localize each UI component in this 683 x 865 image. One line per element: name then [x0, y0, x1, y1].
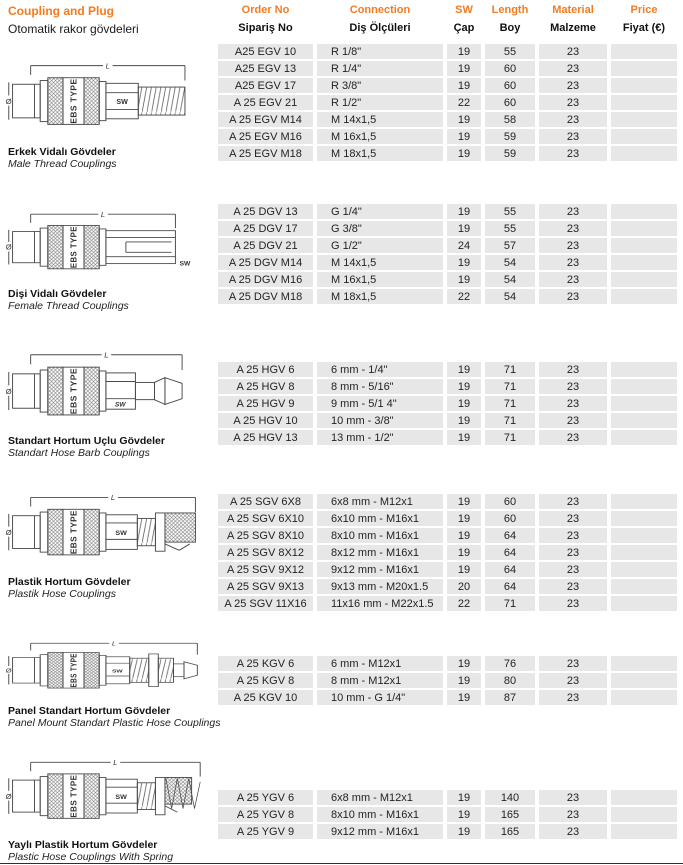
section-caption-en: Female Thread Couplings	[8, 300, 129, 312]
svg-text:L: L	[113, 758, 118, 767]
sw-cell: 20	[447, 579, 481, 594]
section-caption-en: Male Thread Couplings	[8, 158, 117, 170]
connection-cell: 13 mm - 1/2"	[317, 430, 443, 445]
sw-cell: 19	[447, 61, 481, 76]
connection-cell: 6 mm - M12x1	[317, 656, 443, 671]
connection-cell: 6x10 mm - M16x1	[317, 511, 443, 526]
column-header-tr: Sipariş No	[238, 22, 293, 34]
length-cell: 165	[485, 824, 535, 839]
column-header-tr: Malzeme	[550, 22, 596, 34]
price-cell	[611, 95, 677, 110]
order-no-cell: A 25 KGV 10	[218, 690, 313, 705]
material-cell: 23	[539, 413, 607, 428]
price-cell	[611, 129, 677, 144]
material-cell: 23	[539, 112, 607, 127]
price-cell	[611, 413, 677, 428]
sw-cell: 24	[447, 238, 481, 253]
length-cell: 71	[485, 596, 535, 611]
svg-text:Ø: Ø	[5, 386, 12, 396]
material-cell: 23	[539, 221, 607, 236]
price-cell	[611, 790, 677, 805]
length-cell: 71	[485, 430, 535, 445]
price-cell	[611, 596, 677, 611]
sw-cell: 19	[447, 221, 481, 236]
sw-cell: 19	[447, 511, 481, 526]
order-no-cell: A 25 SGV 6X8	[218, 494, 313, 509]
length-cell: 64	[485, 562, 535, 577]
column-header-en: Price	[630, 4, 658, 16]
material-cell: 23	[539, 44, 607, 59]
svg-text:EBS TYPE: EBS TYPE	[69, 226, 79, 269]
svg-text:L: L	[105, 61, 110, 71]
order-no-cell: A 25 EGV M18	[218, 146, 313, 161]
price-cell	[611, 112, 677, 127]
connection-cell: M 16x1,5	[317, 129, 443, 144]
svg-text:EBS TYPE: EBS TYPE	[68, 367, 79, 415]
price-cell	[611, 255, 677, 270]
length-cell: 64	[485, 545, 535, 560]
section-caption-tr: Erkek Vidalı Gövdeler	[8, 146, 116, 158]
length-cell: 60	[485, 78, 535, 93]
plastic-hose-coupling-figure	[4, 492, 204, 579]
connection-cell: M 14x1,5	[317, 112, 443, 127]
length-cell: 59	[485, 129, 535, 144]
length-cell: 71	[485, 396, 535, 411]
order-no-cell: A 25 HGV 10	[218, 413, 313, 428]
sw-cell: 19	[447, 112, 481, 127]
material-cell: 23	[539, 78, 607, 93]
order-no-cell: A 25 SGV 9X12	[218, 562, 313, 577]
material-cell: 23	[539, 579, 607, 594]
section-table	[218, 44, 677, 161]
sw-cell: 19	[447, 690, 481, 705]
length-cell: 76	[485, 656, 535, 671]
section-table	[218, 362, 677, 445]
order-no-cell: A 25 HGV 6	[218, 362, 313, 377]
length-cell: 55	[485, 44, 535, 59]
section-caption-en: Panel Mount Standart Plastic Hose Couplings	[8, 717, 221, 729]
connection-cell: 8x10 mm - M16x1	[317, 528, 443, 543]
price-cell	[611, 61, 677, 76]
length-cell: 57	[485, 238, 535, 253]
price-cell	[611, 807, 677, 822]
svg-text:Ø: Ø	[5, 243, 12, 252]
order-no-cell: A 25 EGV M16	[218, 129, 313, 144]
sw-cell: 19	[447, 545, 481, 560]
column-header-tr: Diş Ölçüleri	[349, 22, 411, 34]
length-cell: 58	[485, 112, 535, 127]
connection-cell: G 1/2"	[317, 238, 443, 253]
length-cell: 80	[485, 673, 535, 688]
order-no-cell: A 25 DGV M14	[218, 255, 313, 270]
column-header-tr: Çap	[453, 22, 475, 34]
sw-cell: 19	[447, 413, 481, 428]
column-header-en: SW	[455, 4, 473, 16]
column-header-tr: Boy	[499, 22, 521, 34]
order-no-cell: A25 EGV 10	[218, 44, 313, 59]
material-cell: 23	[539, 61, 607, 76]
svg-text:SW: SW	[115, 793, 127, 801]
connection-cell: M 16x1,5	[317, 272, 443, 287]
panel-mount-coupling-drawing	[4, 639, 204, 703]
page-subtitle: Otomatik rakor gövdeleri	[8, 22, 139, 36]
material-cell: 23	[539, 272, 607, 287]
column-header-en: Connection	[349, 4, 411, 16]
material-cell: 23	[539, 95, 607, 110]
svg-text:EBS TYPE: EBS TYPE	[68, 774, 79, 818]
order-no-cell: A 25 DGV M16	[218, 272, 313, 287]
material-cell: 23	[539, 596, 607, 611]
length-cell: 71	[485, 413, 535, 428]
connection-cell: 8x10 mm - M16x1	[317, 807, 443, 822]
order-no-cell: A 25 DGV M18	[218, 289, 313, 304]
material-cell: 23	[539, 255, 607, 270]
connection-cell: 6x8 mm - M12x1	[317, 790, 443, 805]
price-cell	[611, 673, 677, 688]
material-cell: 23	[539, 511, 607, 526]
price-cell	[611, 221, 677, 236]
svg-text:SW: SW	[111, 669, 123, 675]
length-cell: 59	[485, 146, 535, 161]
svg-text:L: L	[110, 493, 116, 503]
svg-text:EBS TYPE: EBS TYPE	[68, 653, 79, 688]
sw-cell: 19	[447, 379, 481, 394]
sw-cell: 19	[447, 656, 481, 671]
material-cell: 23	[539, 204, 607, 219]
svg-text:EBS TYPE: EBS TYPE	[68, 510, 79, 555]
material-cell: 23	[539, 824, 607, 839]
order-no-cell: A25 EGV 17	[218, 78, 313, 93]
page-title: Coupling and Plug	[8, 4, 114, 18]
sw-cell: 19	[447, 807, 481, 822]
length-cell: 165	[485, 807, 535, 822]
length-cell: 54	[485, 272, 535, 287]
hose-barb-coupling-drawing	[4, 349, 204, 435]
order-no-cell: A 25 HGV 9	[218, 396, 313, 411]
order-no-cell: A 25 YGV 8	[218, 807, 313, 822]
connection-cell: R 1/4"	[317, 61, 443, 76]
connection-cell: M 18x1,5	[317, 146, 443, 161]
svg-text:Ø: Ø	[5, 668, 12, 675]
length-cell: 60	[485, 494, 535, 509]
connection-cell: 6 mm - 1/4"	[317, 362, 443, 377]
male-thread-coupling-figure	[4, 60, 204, 149]
price-cell	[611, 289, 677, 304]
order-no-cell: A 25 HGV 13	[218, 430, 313, 445]
price-cell	[611, 656, 677, 671]
section-table	[218, 494, 677, 611]
sw-cell: 19	[447, 272, 481, 287]
order-no-cell: A 25 EGV 21	[218, 95, 313, 110]
material-cell: 23	[539, 790, 607, 805]
price-cell	[611, 379, 677, 394]
sw-cell: 19	[447, 528, 481, 543]
svg-text:Ø: Ø	[5, 792, 12, 801]
sw-cell: 19	[447, 362, 481, 377]
sw-cell: 19	[447, 430, 481, 445]
order-no-cell: A 25 SGV 6X10	[218, 511, 313, 526]
sw-cell: 19	[447, 204, 481, 219]
length-cell: 55	[485, 204, 535, 219]
svg-text:L: L	[111, 641, 117, 648]
length-cell: 87	[485, 690, 535, 705]
section-caption-en: Plastik Hose Couplings	[8, 588, 116, 600]
svg-text:SW: SW	[115, 529, 127, 537]
price-cell	[611, 545, 677, 560]
length-cell: 140	[485, 790, 535, 805]
section-table	[218, 204, 677, 304]
sw-cell: 19	[447, 673, 481, 688]
svg-text:L: L	[104, 350, 109, 360]
section-caption-en: Plastic Hose Couplings With Spring	[8, 851, 174, 863]
length-cell: 64	[485, 528, 535, 543]
material-cell: 23	[539, 528, 607, 543]
bottom-divider	[0, 863, 683, 864]
order-no-cell: A 25 EGV M14	[218, 112, 313, 127]
hose-barb-coupling-figure	[4, 349, 204, 440]
section-table	[218, 656, 677, 705]
svg-text:SW: SW	[116, 98, 128, 106]
price-cell	[611, 511, 677, 526]
material-cell: 23	[539, 362, 607, 377]
connection-cell: 10 mm - G 1/4"	[317, 690, 443, 705]
material-cell: 23	[539, 673, 607, 688]
length-cell: 71	[485, 362, 535, 377]
material-cell: 23	[539, 238, 607, 253]
connection-cell: R 1/8"	[317, 44, 443, 59]
connection-cell: 11x16 mm - M22x1.5	[317, 596, 443, 611]
length-cell: 60	[485, 95, 535, 110]
material-cell: 23	[539, 562, 607, 577]
svg-text:Ø: Ø	[5, 96, 12, 106]
section-caption-tr: Yaylı Plastik Hortum Gövdeler	[8, 839, 158, 851]
connection-cell: 9x12 mm - M16x1	[317, 824, 443, 839]
sw-cell: 19	[447, 494, 481, 509]
sw-cell: 19	[447, 790, 481, 805]
plastic-hose-coupling-drawing	[4, 492, 204, 574]
sw-cell: 19	[447, 146, 481, 161]
price-cell	[611, 528, 677, 543]
female-thread-coupling-drawing	[4, 209, 204, 287]
material-cell: 23	[539, 545, 607, 560]
material-cell: 23	[539, 656, 607, 671]
price-cell	[611, 690, 677, 705]
connection-cell: M 14x1,5	[317, 255, 443, 270]
panel-mount-coupling-figure	[4, 639, 204, 708]
sw-cell: 22	[447, 289, 481, 304]
svg-text:Ø: Ø	[5, 527, 12, 537]
material-cell: 23	[539, 807, 607, 822]
column-header-en: Material	[552, 4, 594, 16]
sw-cell: 19	[447, 824, 481, 839]
connection-cell: 8 mm - M12x1	[317, 673, 443, 688]
price-cell	[611, 44, 677, 59]
sw-cell: 19	[447, 255, 481, 270]
connection-cell: 8 mm - 5/16"	[317, 379, 443, 394]
price-cell	[611, 579, 677, 594]
length-cell: 60	[485, 511, 535, 526]
section-caption-en: Standart Hose Barb Couplings	[8, 447, 150, 459]
length-cell: 60	[485, 61, 535, 76]
order-no-cell: A 25 KGV 8	[218, 673, 313, 688]
spring-hose-coupling-figure	[4, 757, 204, 842]
price-cell	[611, 430, 677, 445]
connection-cell: M 18x1,5	[317, 289, 443, 304]
price-cell	[611, 824, 677, 839]
svg-text:L: L	[100, 210, 106, 219]
length-cell: 55	[485, 221, 535, 236]
material-cell: 23	[539, 494, 607, 509]
material-cell: 23	[539, 396, 607, 411]
material-cell: 23	[539, 289, 607, 304]
material-cell: 23	[539, 146, 607, 161]
price-cell	[611, 146, 677, 161]
connection-cell: R 1/2"	[317, 95, 443, 110]
material-cell: 23	[539, 379, 607, 394]
length-cell: 64	[485, 579, 535, 594]
price-cell	[611, 238, 677, 253]
order-no-cell: A 25 SGV 8X12	[218, 545, 313, 560]
sw-cell: 19	[447, 44, 481, 59]
order-no-cell: A25 EGV 13	[218, 61, 313, 76]
sw-cell: 19	[447, 78, 481, 93]
order-no-cell: A 25 DGV 13	[218, 204, 313, 219]
price-cell	[611, 272, 677, 287]
price-cell	[611, 396, 677, 411]
connection-cell: 9x13 mm - M20x1.5	[317, 579, 443, 594]
order-no-cell: A 25 YGV 6	[218, 790, 313, 805]
length-cell: 54	[485, 255, 535, 270]
section-caption-tr: Standart Hortum Uçlu Gövdeler	[8, 435, 165, 447]
connection-cell: 10 mm - 3/8"	[317, 413, 443, 428]
svg-text:SW: SW	[179, 260, 191, 268]
order-no-cell: A 25 DGV 17	[218, 221, 313, 236]
price-cell	[611, 78, 677, 93]
price-cell	[611, 362, 677, 377]
sw-cell: 19	[447, 129, 481, 144]
connection-cell: 9x12 mm - M16x1	[317, 562, 443, 577]
material-cell: 23	[539, 430, 607, 445]
connection-cell: G 3/8"	[317, 221, 443, 236]
length-cell: 71	[485, 379, 535, 394]
material-cell: 23	[539, 129, 607, 144]
sw-cell: 19	[447, 396, 481, 411]
order-no-cell: A 25 SGV 11X16	[218, 596, 313, 611]
price-cell	[611, 494, 677, 509]
spring-hose-coupling-drawing	[4, 757, 204, 837]
section-table	[218, 790, 677, 839]
order-no-cell: A 25 KGV 6	[218, 656, 313, 671]
section-caption-tr: Panel Standart Hortum Gövdeler	[8, 705, 171, 717]
connection-cell: 8x12 mm - M16x1	[317, 545, 443, 560]
sw-cell: 22	[447, 596, 481, 611]
order-no-cell: A 25 SGV 9X13	[218, 579, 313, 594]
order-no-cell: A 25 HGV 8	[218, 379, 313, 394]
column-header-en: Order No	[241, 4, 290, 16]
male-thread-coupling-drawing	[4, 60, 204, 144]
svg-text:SW: SW	[114, 401, 126, 409]
connection-cell: R 3/8"	[317, 78, 443, 93]
section-caption-tr: Dişi Vidalı Gövdeler	[8, 288, 107, 300]
column-header-tr: Fiyat (€)	[622, 22, 666, 34]
sw-cell: 22	[447, 95, 481, 110]
order-no-cell: A 25 YGV 9	[218, 824, 313, 839]
connection-cell: 9 mm - 5/1 4"	[317, 396, 443, 411]
connection-cell: G 1/4"	[317, 204, 443, 219]
material-cell: 23	[539, 690, 607, 705]
section-caption-tr: Plastik Hortum Gövdeler	[8, 576, 131, 588]
price-cell	[611, 204, 677, 219]
sw-cell: 19	[447, 562, 481, 577]
length-cell: 54	[485, 289, 535, 304]
female-thread-coupling-figure	[4, 209, 204, 292]
column-header-en: Length	[491, 4, 529, 16]
svg-text:EBS TYPE: EBS TYPE	[68, 78, 79, 124]
table-column-headers	[218, 4, 677, 40]
order-no-cell: A 25 DGV 21	[218, 238, 313, 253]
price-cell	[611, 562, 677, 577]
connection-cell: 6x8 mm - M12x1	[317, 494, 443, 509]
order-no-cell: A 25 SGV 8X10	[218, 528, 313, 543]
